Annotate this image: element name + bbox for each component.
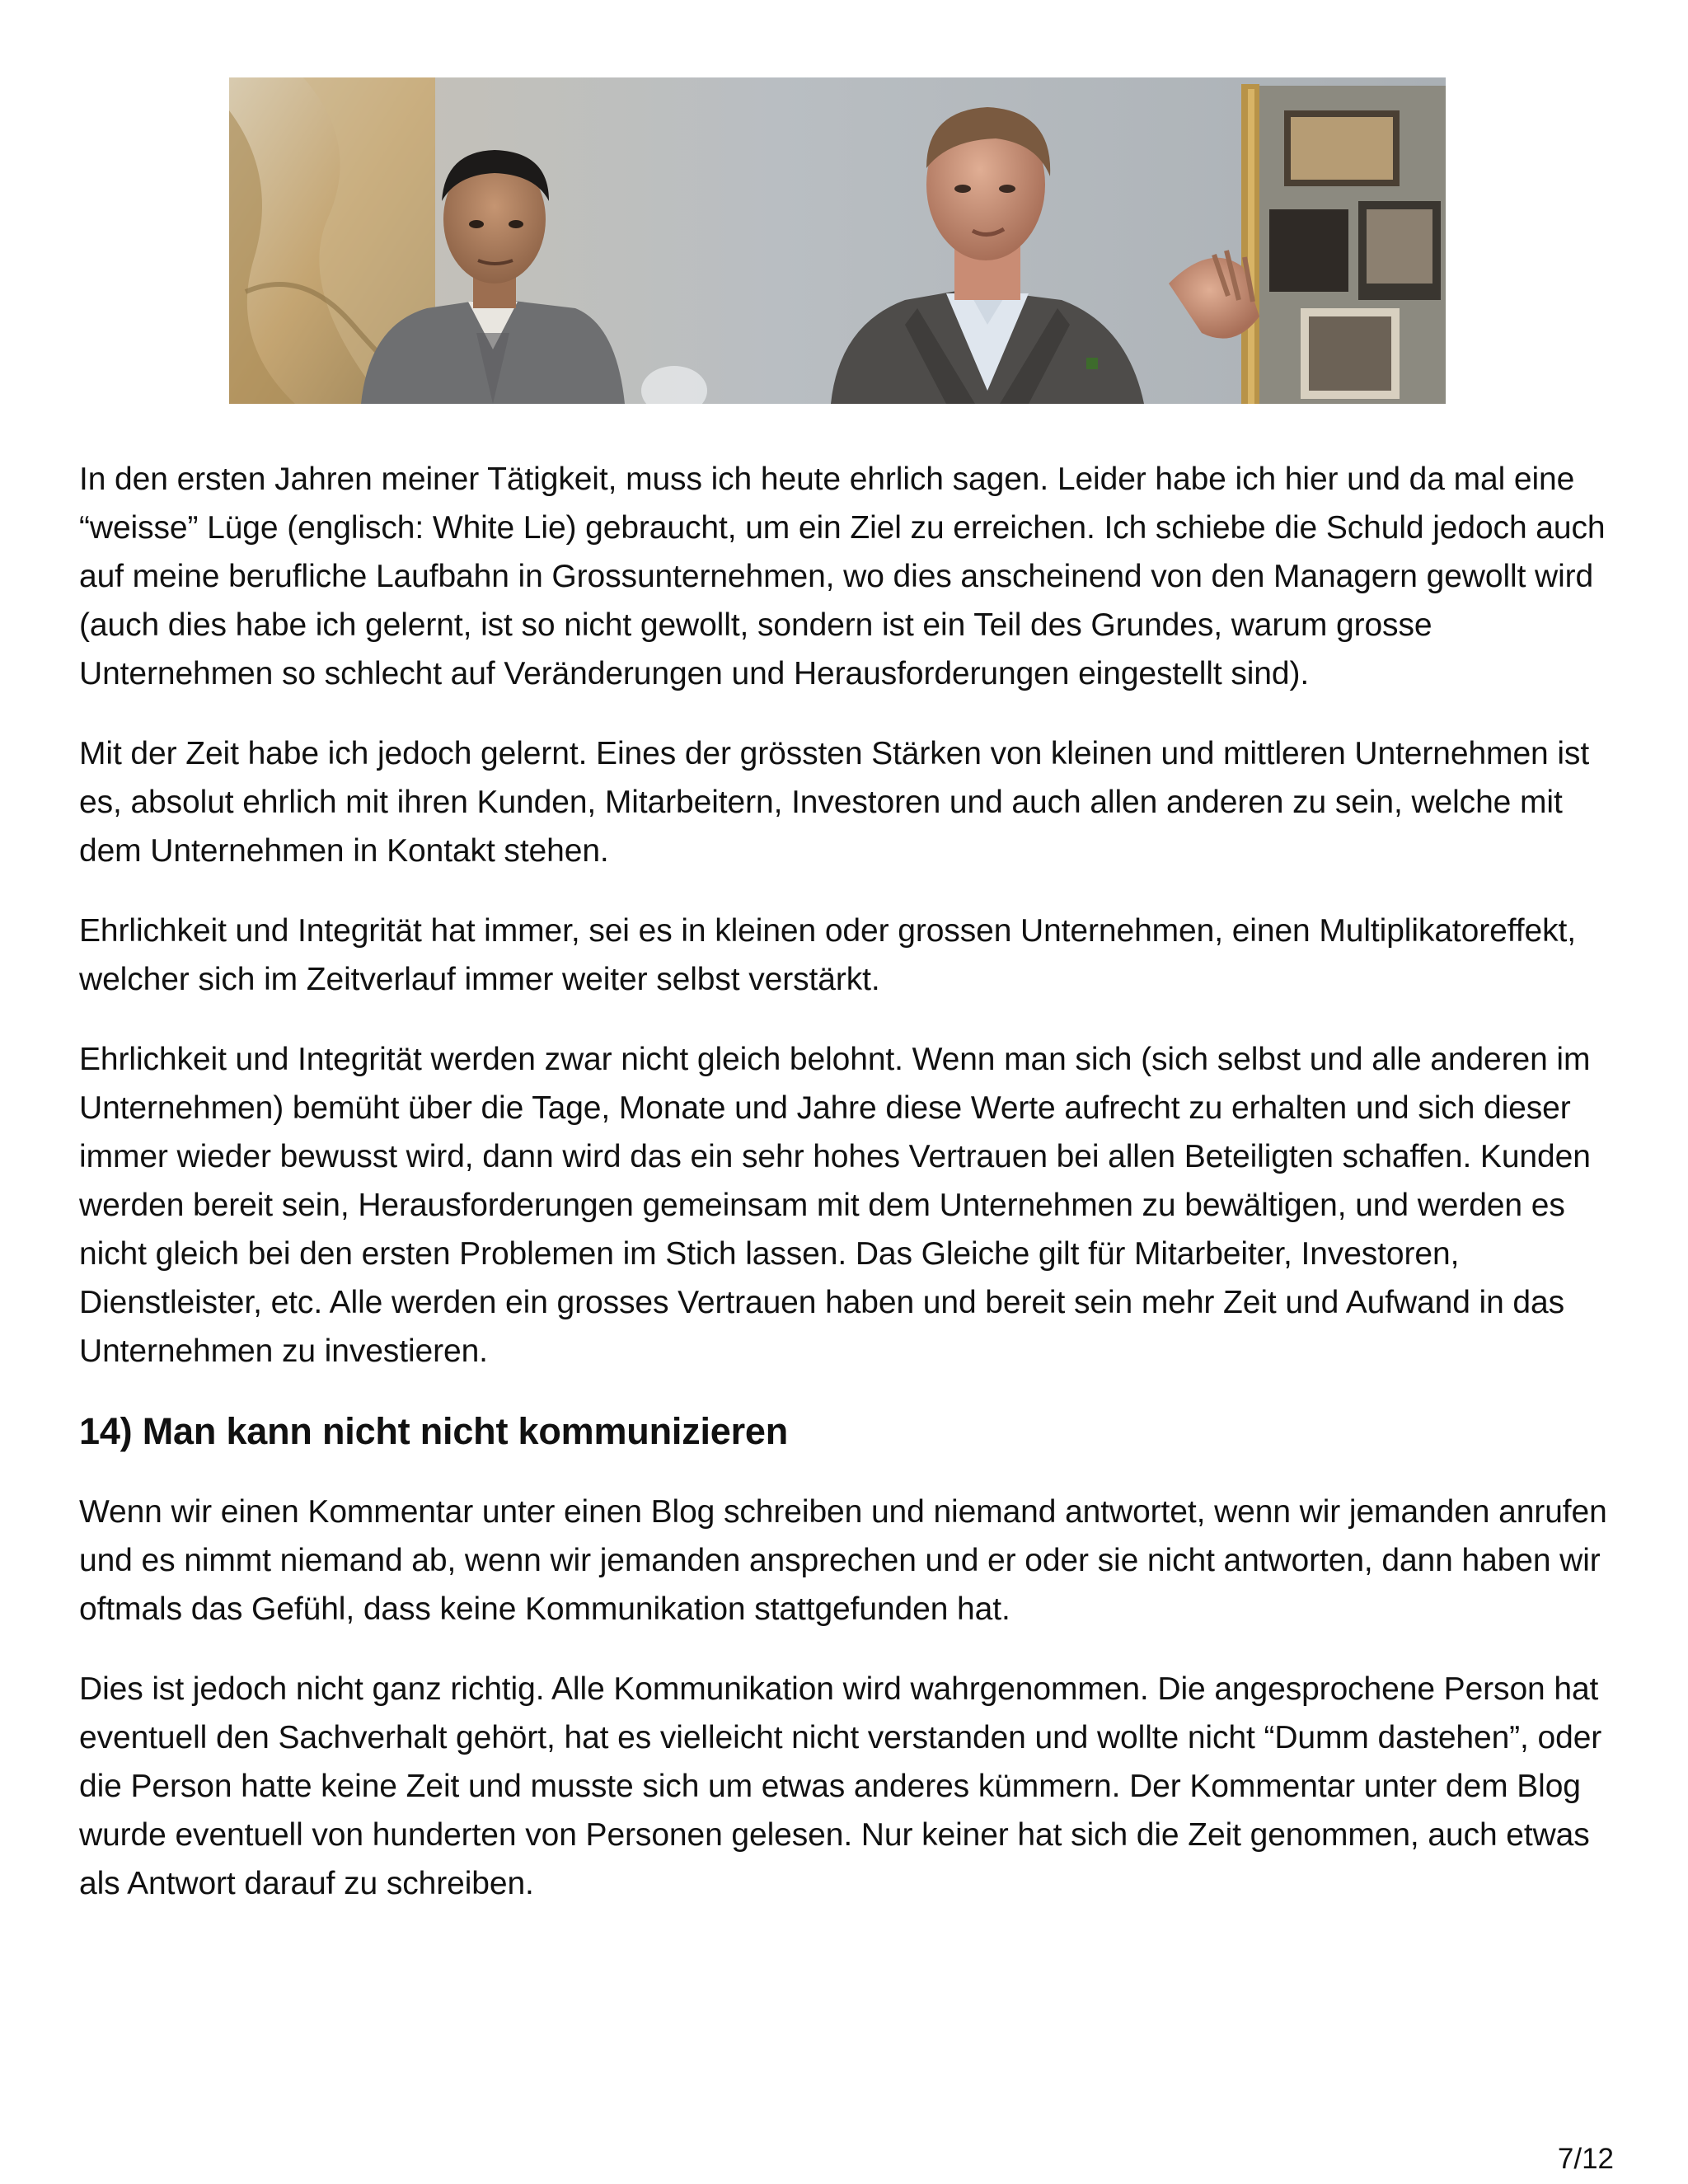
section-heading: 14) Man kann nicht nicht kommunizieren (79, 1410, 789, 1452)
paragraph-multiplier-effect: Ehrlichkeit und Integrität hat immer, sei es in kleinen oder grossen Unternehmen, einen Multiplikatoreffekt, welcher sich im Zeitverlauf immer weiter selbst verstärkt. (79, 913, 1576, 997)
paragraph-white-lie: In den ersten Jahren meiner Tätigkeit, muss ich heute ehrlich sagen. Leider habe ich hier und da mal eine “weisse” Lüge (englisch: White Lie) gebraucht, um ein Ziel zu erreichen. Ich schiebe die Schuld jedoch auch auf meine berufliche Laufbahn in Grossunternehmen, wo dies anscheinend von den Managern gewollt wird (auch dies habe ich gelernt, ist so nicht gewollt, sondern ist ein Teil des Grundes, warum grosse Unternehmen so schlecht auf Veränderungen und Herausforderungen eingestellt sind). (79, 462, 1606, 691)
paragraph-honesty-sme: Mit der Zeit habe ich jedoch gelernt. Eines der grössten Stärken von kleinen und mittleren Unternehmen ist es, absolut ehrlich mit ihren Kunden, Mitarbeitern, Investoren und auch allen anderen zu sein, welche mit dem Unternehmen in Kontakt stehen. (79, 736, 1590, 869)
page-number: 7/12 (1557, 2143, 1614, 2175)
hero-photo (229, 77, 1446, 404)
paragraph-no-reply: Wenn wir einen Kommentar unter einen Blog schreiben und niemand antwortet, wenn wir jemanden anrufen und es nimmt niemand ab, wenn wir jemanden ansprechen und er oder sie nicht antworten, dann haben wir oftmals das Gefühl, dass keine Kommunikation stattgefunden hat. (79, 1494, 1607, 1627)
paragraph-trust: Ehrlichkeit und Integrität werden zwar nicht gleich belohnt. Wenn man sich (sich selbst und alle anderen im Unternehmen) bemüht über die Tage, Monate und Jahre diese Werte aufrecht zu erhalten und sich dieser immer wieder bewusst wird, dann wird das ein sehr hohes Vertrauen bei allen Beteiligten schaffen. Kunden werden bereit sein, Herausforderungen gemeinsam mit dem Unternehmen zu bewältigen, und werden es nicht gleich bei den ersten Problemen im Stich lassen. Das Gleiche gilt für Mitarbeiter, Investoren, Dienstleister, etc. Alle werden ein grosses Vertrauen haben und bereit sein mehr Zeit und Aufwand in das Unternehmen zu investieren. (79, 1042, 1591, 1369)
photo-two-men-talking-icon (229, 77, 1446, 404)
article-body (79, 455, 1629, 1939)
paragraph-communication-perceived: Dies ist jedoch nicht ganz richtig. Alle Kommunikation wird wahrgenommen. Die angesprochene Person hat eventuell den Sachverhalt gehört, hat es vielleicht nicht verstanden und wollte nicht “Dumm dastehen”, oder die Person hatte keine Zeit und musste sich um etwas anderes kümmern. Der Kommentar unter dem Blog wurde eventuell von hunderten von Personen gelesen. Nur keiner hat sich die Zeit genommen, auch etwas als Antwort darauf zu schreiben. (79, 1671, 1602, 1901)
